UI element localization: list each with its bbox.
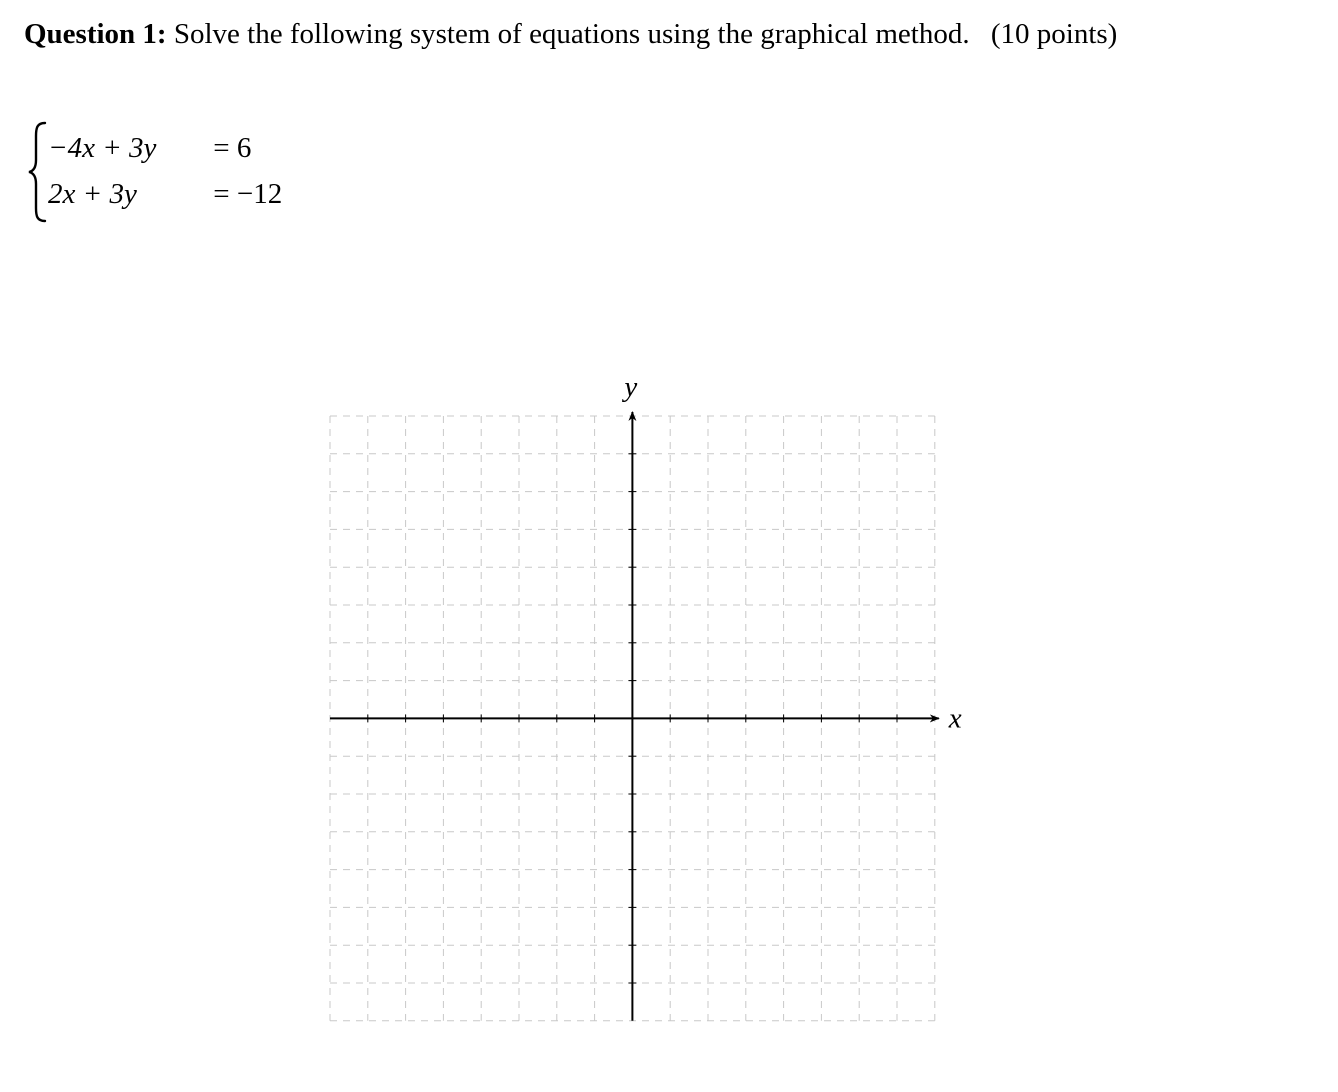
equation-2-rhs: = −12 bbox=[213, 178, 283, 210]
equation-row-2 bbox=[48, 176, 282, 212]
question-label: Question 1: bbox=[24, 18, 167, 50]
y-axis-label: y bbox=[624, 371, 638, 403]
equation-row-1 bbox=[48, 130, 251, 166]
equation-1-lhs: −4x + 3y bbox=[48, 132, 157, 164]
x-axis-label: x bbox=[948, 702, 962, 735]
question-points: (10 points) bbox=[990, 18, 1118, 50]
coordinate-plane bbox=[300, 370, 1000, 1050]
axes bbox=[330, 412, 939, 1021]
equation-system bbox=[28, 120, 348, 230]
question-text: Solve the following system of equations using the graphical method. bbox=[173, 18, 970, 50]
equation-1-rhs: = 6 bbox=[213, 132, 252, 164]
left-brace bbox=[28, 120, 48, 224]
equation-2-lhs: 2x + 3y bbox=[48, 178, 137, 210]
question-heading bbox=[24, 14, 1117, 54]
